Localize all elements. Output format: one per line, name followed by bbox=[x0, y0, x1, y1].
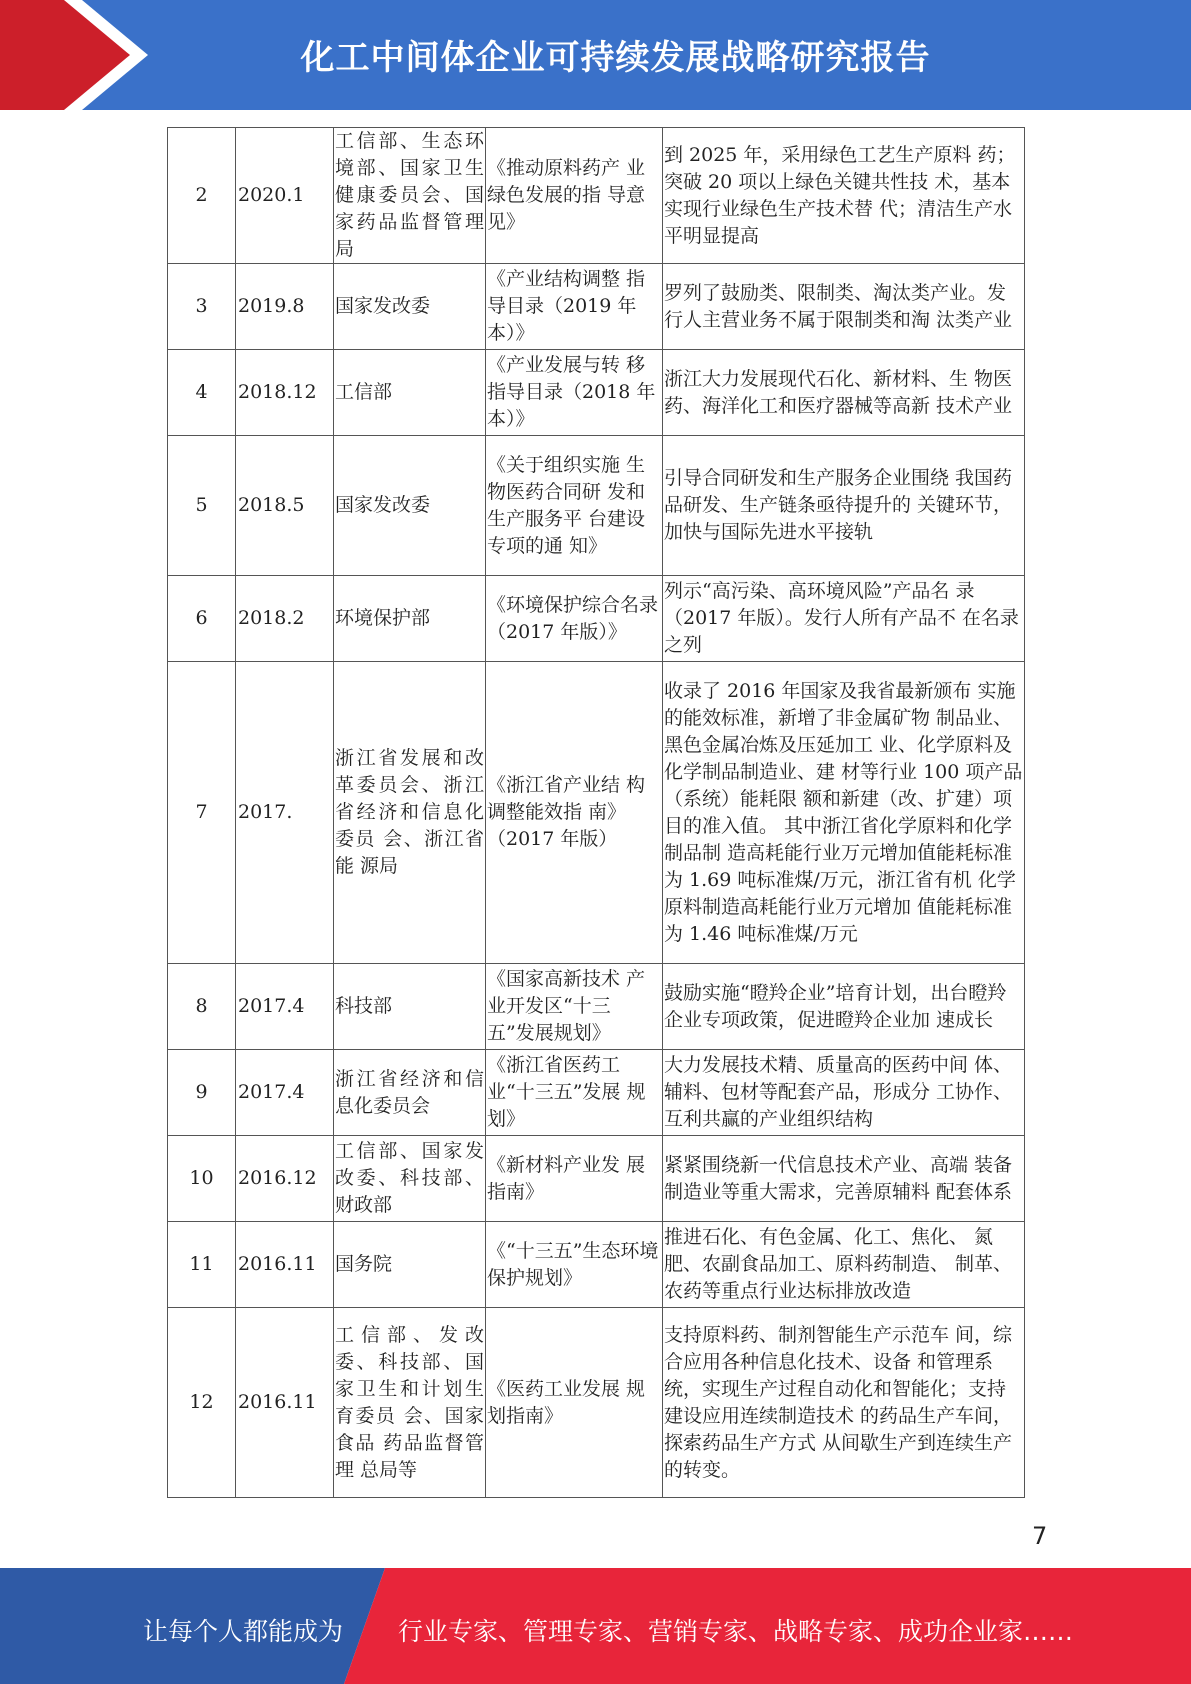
document-title: 化工中间体企业可持续发展战略研究报告 bbox=[300, 38, 931, 78]
cell-content: 支持原料药、制剂智能生产示范车 间，综合应用各种信息化技术、设备 和管理系统，实现生产过程自动化和智能化；支持建设应用连续制造技术 的药品生产车间，探索药品生产方式 从间歇生产到连续生产的转变。 bbox=[663, 1308, 1025, 1498]
cell-doc: 《浙江省产业结 构调整能效指 南》（2017 年版） bbox=[486, 662, 663, 964]
table-row bbox=[168, 662, 1025, 964]
cell-content: 收录了 2016 年国家及我省最新颁布 实施的能效标准，新增了非金属矿物 制品业、黑色金属冶炼及压延加工 业、化学原料及化学制品制造业、建 材等行业 100 项产品（系统）能耗限 额和新建（改、扩建）项目的准入值。 其中浙江省化学原料和化学制品制 造高耗能行业万元增加值能耗标准 为 1.69 吨标准煤/万元，浙江省有机 化学原料制造高耗能行业万元增加 值能耗标准为 1.46 吨标准煤/万元 bbox=[663, 662, 1025, 964]
cell-content: 紧紧围绕新一代信息技术产业、高端 装备制造业等重大需求，完善原辅料 配套体系 bbox=[663, 1136, 1025, 1222]
cell-content: 推进石化、有色金属、化工、焦化、 氮肥、农副食品加工、原料药制造、 制革、农药等重点行业达标排放改造 bbox=[663, 1222, 1025, 1308]
cell-date: 2017.4 bbox=[236, 964, 334, 1050]
cell-date: 2017.4 bbox=[236, 1050, 334, 1136]
cell-content: 鼓励实施“瞪羚企业”培育计划，出台瞪羚企业专项政策，促进瞪羚企业加 速成长 bbox=[663, 964, 1025, 1050]
cell-no: 12 bbox=[168, 1308, 236, 1498]
cell-content: 列示“高污染、高环境风险”产品名 录（2017 年版）。发行人所有产品不 在名录之列 bbox=[663, 576, 1025, 662]
cell-no: 8 bbox=[168, 964, 236, 1050]
cell-dept: 工信部、国家发改委、科技部、财政部 bbox=[334, 1136, 486, 1222]
page-number: 7 bbox=[1032, 1522, 1048, 1550]
table-row bbox=[168, 964, 1025, 1050]
cell-no: 6 bbox=[168, 576, 236, 662]
table-row bbox=[168, 1308, 1025, 1498]
cell-dept: 国家发改委 bbox=[334, 264, 486, 350]
table-row bbox=[168, 1050, 1025, 1136]
cell-no: 3 bbox=[168, 264, 236, 350]
table-row bbox=[168, 576, 1025, 662]
cell-doc: 《产业发展与转 移指导目录（2018 年本）》 bbox=[486, 350, 663, 436]
cell-dept: 工信部、生态环境部、国家卫生健康委员会、国家药品监督管理局 bbox=[334, 128, 486, 264]
table-row bbox=[168, 1222, 1025, 1308]
cell-date: 2016.12 bbox=[236, 1136, 334, 1222]
cell-content: 罗列了鼓励类、限制类、淘汰类产业。发行人主营业务不属于限制类和淘 汰类产业 bbox=[663, 264, 1025, 350]
cell-date: 2018.2 bbox=[236, 576, 334, 662]
cell-date: 2017. bbox=[236, 662, 334, 964]
cell-no: 4 bbox=[168, 350, 236, 436]
cell-doc: 《医药工业发展 规划指南》 bbox=[486, 1308, 663, 1498]
cell-no: 2 bbox=[168, 128, 236, 264]
table-row bbox=[168, 128, 1025, 264]
cell-dept: 工信部 bbox=[334, 350, 486, 436]
cell-date: 2018.12 bbox=[236, 350, 334, 436]
cell-doc: 《环境保护综合名录（2017 年版）》 bbox=[486, 576, 663, 662]
cell-dept: 国家发改委 bbox=[334, 436, 486, 576]
cell-dept: 科技部 bbox=[334, 964, 486, 1050]
cell-dept: 环境保护部 bbox=[334, 576, 486, 662]
cell-no: 7 bbox=[168, 662, 236, 964]
table-row bbox=[168, 436, 1025, 576]
cell-date: 2020.1 bbox=[236, 128, 334, 264]
cell-doc: 《产业结构调整 指导目录（2019 年本）》 bbox=[486, 264, 663, 350]
cell-date: 2019.8 bbox=[236, 264, 334, 350]
cell-date: 2016.11 bbox=[236, 1308, 334, 1498]
cell-dept: 浙江省经济和信息化委员会 bbox=[334, 1050, 486, 1136]
footer-slogan-left: 让每个人都能成为 bbox=[143, 1617, 344, 1646]
cell-doc: 《关于组织实施 生物医药合同研 发和生产服务平 台建设专项的通 知》 bbox=[486, 436, 663, 576]
table-row bbox=[168, 350, 1025, 436]
header-band bbox=[0, 0, 1191, 110]
cell-doc: 《国家高新技术 产业开发区“十三 五”发展规划》 bbox=[486, 964, 663, 1050]
cell-content: 浙江大力发展现代石化、新材料、生 物医药、海洋化工和医疗器械等高新 技术产业 bbox=[663, 350, 1025, 436]
cell-dept: 工信部、发改委、科技部、国家卫生和计划生育委员 会、国家食品 药品监督管理 总局等 bbox=[334, 1308, 486, 1498]
table-row bbox=[168, 1136, 1025, 1222]
table-row bbox=[168, 264, 1025, 350]
cell-doc: 《“十三五”生态环境保护规划》 bbox=[486, 1222, 663, 1308]
cell-no: 11 bbox=[168, 1222, 236, 1308]
cell-content: 到 2025 年，采用绿色工艺生产原料 药；突破 20 项以上绿色关键共性技 术，基本实现行业绿色生产技术替 代；清洁生产水平明显提高 bbox=[663, 128, 1025, 264]
cell-no: 5 bbox=[168, 436, 236, 576]
cell-content: 大力发展技术精、质量高的医药中间 体、辅料、包材等配套产品，形成分 工协作、互利共赢的产业组织结构 bbox=[663, 1050, 1025, 1136]
cell-no: 9 bbox=[168, 1050, 236, 1136]
cell-dept: 国务院 bbox=[334, 1222, 486, 1308]
footer-band bbox=[0, 1568, 1191, 1684]
policy-table bbox=[167, 127, 1025, 1498]
footer-slogan-right: 行业专家、管理专家、营销专家、战略专家、成功企业家…… bbox=[398, 1617, 1074, 1646]
cell-date: 2016.11 bbox=[236, 1222, 334, 1308]
cell-doc: 《推动原料药产 业绿色发展的指 导意见》 bbox=[486, 128, 663, 264]
cell-doc: 《新材料产业发 展指南》 bbox=[486, 1136, 663, 1222]
cell-date: 2018.5 bbox=[236, 436, 334, 576]
cell-dept: 浙江省发展和改革委员会、浙江省经济和信息化委员 会、浙江省能 源局 bbox=[334, 662, 486, 964]
cell-doc: 《浙江省医药工 业“十三五”发展 规划》 bbox=[486, 1050, 663, 1136]
cell-content: 引导合同研发和生产服务企业围绕 我国药品研发、生产链条亟待提升的 关键环节，加快与国际先进水平接轨 bbox=[663, 436, 1025, 576]
cell-no: 10 bbox=[168, 1136, 236, 1222]
